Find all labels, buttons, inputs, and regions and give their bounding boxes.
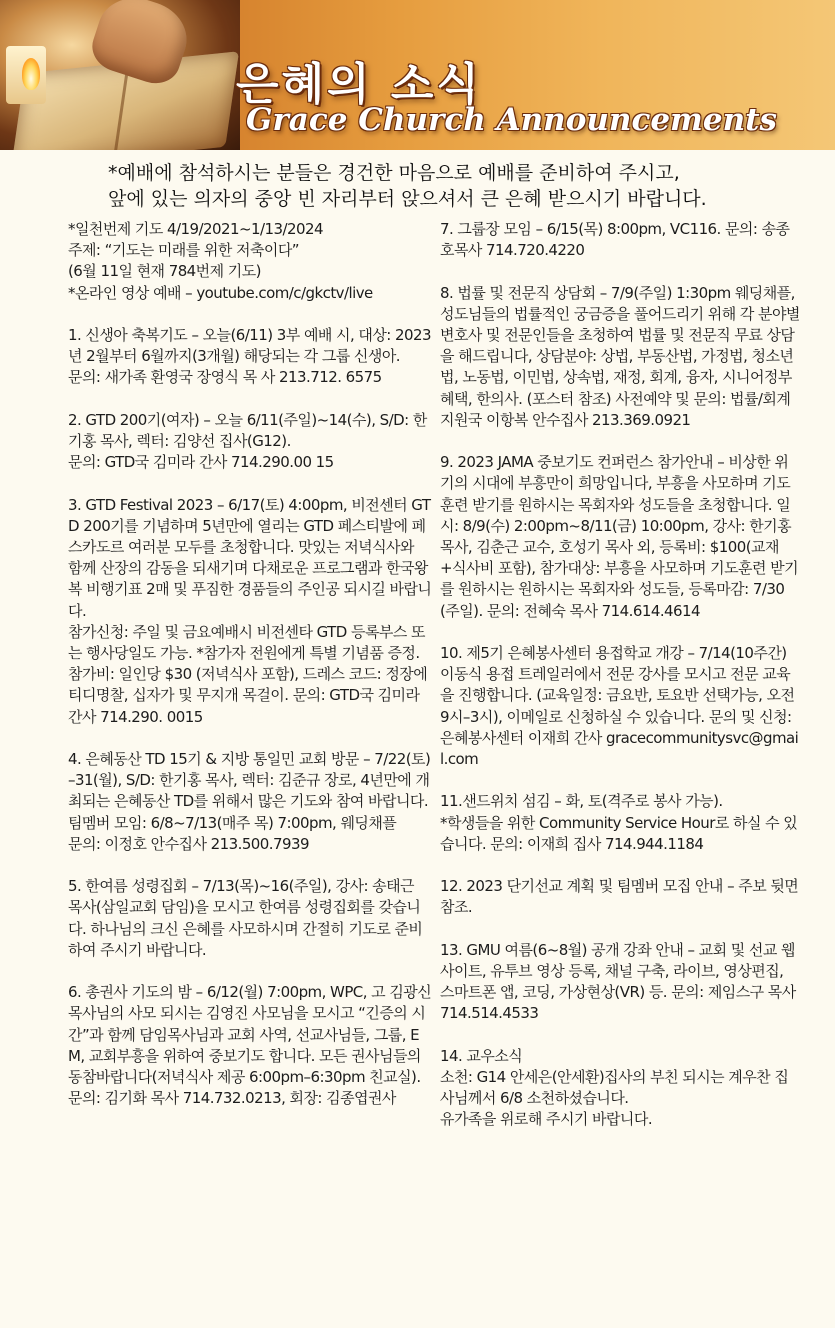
announcement-item-4: 4. 은혜동산 TD 15기 & 지방 통일민 교회 방문 – 7/22(토)–31(월), S/D: 한기홍 목사, 렉터: 김준규 장로, 4년만에 개최되는 은혜동산 TD를 위해서 많은 기도와 참여 바랍니다. 팀멤버 모임: 6/8~7/13(매주 목) 7:00pm, 웨딩채플 문의: 이정호 안수집사 213.500.7939 xyxy=(68,750,431,853)
candle-flame xyxy=(22,58,40,90)
announcement-item-3: 3. GTD Festival 2023 – 6/17(토) 4:00pm, 비전센터 GTD 200기를 기념하며 5년만에 열리는 GTD 페스티발에 페스카도르 여러분 모두를 초청합니다. 맛있는 저녁식사와 함께 산장의 감동을 되새기며 다채로운 프로그램과 한국왕복 비행기표 2매 및 푸짐한 경품들의 주인공 되시길 바랍니다. 참가신청: 주일 및 금요예배시 비전센타 GTD 등록부스 또는 행사당일도 가능. *참가자 전원에게 특별 기념품 증정. 참가비: 일인당 $30 (저녁식사 포함), 드레스 코드: 정장에 티디명찰, 십자가 및 무지개 목걸이. 문의: GTD국 김미라 간사 714.290. 0015 xyxy=(68,495,432,726)
announcement-item-5: 5. 한여름 성령집회 – 7/13(목)~16(주일), 강사: 송태근 목사(삼일교회 담임)을 모시고 한여름 성령집회를 갖습니다. 하나님의 크신 은혜를 사모하시며 간절히 기도로 준비하여 주시기 바랍니다. xyxy=(68,877,423,959)
announcement-item-6: 6. 총권사 기도의 밤 – 6/12(월) 7:00pm, WPC, 고 김광신 목사님의 사모 되시는 김영진 사모님을 모시고 “긴증의 시간”과 함께 담임목사님과 교회 사역, 선교사님들, 그룹, EM, 교회부흥을 위하여 중보기도 합니다. 모든 권사님들의 동참바랍니다(저녁식사 제공 6:00pm–6:30pm 친교실). 문의: 김기화 목사 714.732.0213, 회장: 김종엽권사 xyxy=(68,983,432,1108)
announcement-item-13: 13. GMU 여름(6~8월) 공개 강좌 안내 – 교회 및 선교 웹사이트, 유투브 영상 등록, 채널 구축, 라이브, 영상편집, 스마트폰 앱, 코딩, 가상현상(VR) 등. 문의: 제임스구 목사 714.514.4533 xyxy=(440,940,796,1023)
announcement-item-9: 9. 2023 JAMA 중보기도 컨퍼런스 참가안내 – 비상한 위기의 시대에 부흥만이 희망입니다, 부흥을 사모하며 기도훈련 받기를 원하시는 목회자와 성도들을 초청합니다. 일시: 8/9(수) 2:00pm~8/11(금) 10:00pm, 강사: 한기홍 목사, 김춘근 교수, 호성기 목사 외, 등록비: $100(교재+식사비 포함), 참가대상: 부흥을 사모하며 기도훈련 받기를 원하시는 원하시는 목회자와 성도들, 등록마감: 7/30(주일). 문의: 전혜숙 목사 714.614.4614 xyxy=(440,453,799,620)
announcement-item-10: 10. 제5기 은혜봉사센터 용접학교 개강 – 7/14(10주간) 이동식 용접 트레일러에서 전문 강사를 모시고 전문 교육을 진행합니다. (교육일정: 금요반, 토요반 선택가능, 오전 9시–3시), 이메일로 신청하실 수 있습니다. 문의 및 신청: 은혜봉사센터 이재희 간사 gracecommunitysvc@gmail.com xyxy=(440,644,799,769)
page-subtitle: Grace Church Announcements xyxy=(246,102,777,138)
notice-line-1: *예배에 참석하시는 분들은 경건한 마음으로 예배를 준비하여 주시고, xyxy=(108,162,680,184)
left-column xyxy=(68,219,432,1131)
right-column xyxy=(440,219,800,1152)
announcement-item-7: 7. 그룹장 모임 – 6/15(목) 8:00pm, VC116. 문의: 송종호목사 714.720.4220 xyxy=(440,220,790,260)
announcement-item-11: 11.샌드위치 섬김 – 화, 토(격주로 봉사 가능). *학생들을 위한 Community Service Hour로 하실 수 있습니다. 문의: 이재희 집사 714.944.1184 xyxy=(440,792,798,853)
page-title: 은혜의 소식 xyxy=(236,59,482,110)
header-banner xyxy=(0,0,835,150)
notice-line-2: 앞에 있는 의자의 중앙 빈 자리부터 앉으셔서 큰 은혜 받으시기 바랍니다. xyxy=(108,188,707,210)
prayer-photo xyxy=(0,0,240,150)
announcement-item-2: 2. GTD 200기(여자) – 오늘 6/11(주일)~14(수), S/D: 한기홍 목사, 렉터: 김양선 집사(G12). 문의: GTD국 김미라 간사 714.290.00 15 xyxy=(68,410,427,472)
announcement-item-1: 1. 신생아 축복기도 – 오늘(6/11) 3부 예배 시, 대상: 2023년 2월부터 6월까지(3개월) 해당되는 각 그룹 신생아. 문의: 새가족 환영국 장영식 목 사 213.712. 6575 xyxy=(68,326,432,387)
worship-notice xyxy=(108,160,828,212)
announcement-item-12: 12. 2023 단기선교 계획 및 팀멤버 모집 안내 – 주보 뒷면 참조. xyxy=(440,877,799,917)
prayer-info: *일천번제 기도 4/19/2021~1/13/2024 주제: “기도는 미래를 위한 저축이다” (6월 11일 현재 784번제 기도) *온라인 영상 예배 – youtube.com/c/gkctv/live xyxy=(68,220,373,302)
candle-image xyxy=(6,46,46,104)
announcement-item-14: 14. 교우소식 소천: G14 안세은(안세환)집사의 부친 되시는 계우찬 집사님께서 6/8 소천하셨습니다. 유가족을 위로해 주시기 바랍니다. xyxy=(440,1046,789,1129)
announcement-item-8: 8. 법률 및 전문직 상담회 – 7/9(주일) 1:30pm 웨딩채플, 성도님들의 법률적인 궁금증을 풀어드리기 위해 각 분야별 변호사 및 전문인들을 초청하여 법률 및 전문직 무료 상담을 해드립니다, 상담분야: 상법, 부동산법, 가정법, 청소년법, 노동법, 이민법, 상속법, 재정, 회계, 융자, 시니어정부혜택, 한의사. (포스터 참조) 사전예약 및 문의: 법률/회계지원국 이항복 안수집사 213.369.0921 xyxy=(440,283,800,429)
